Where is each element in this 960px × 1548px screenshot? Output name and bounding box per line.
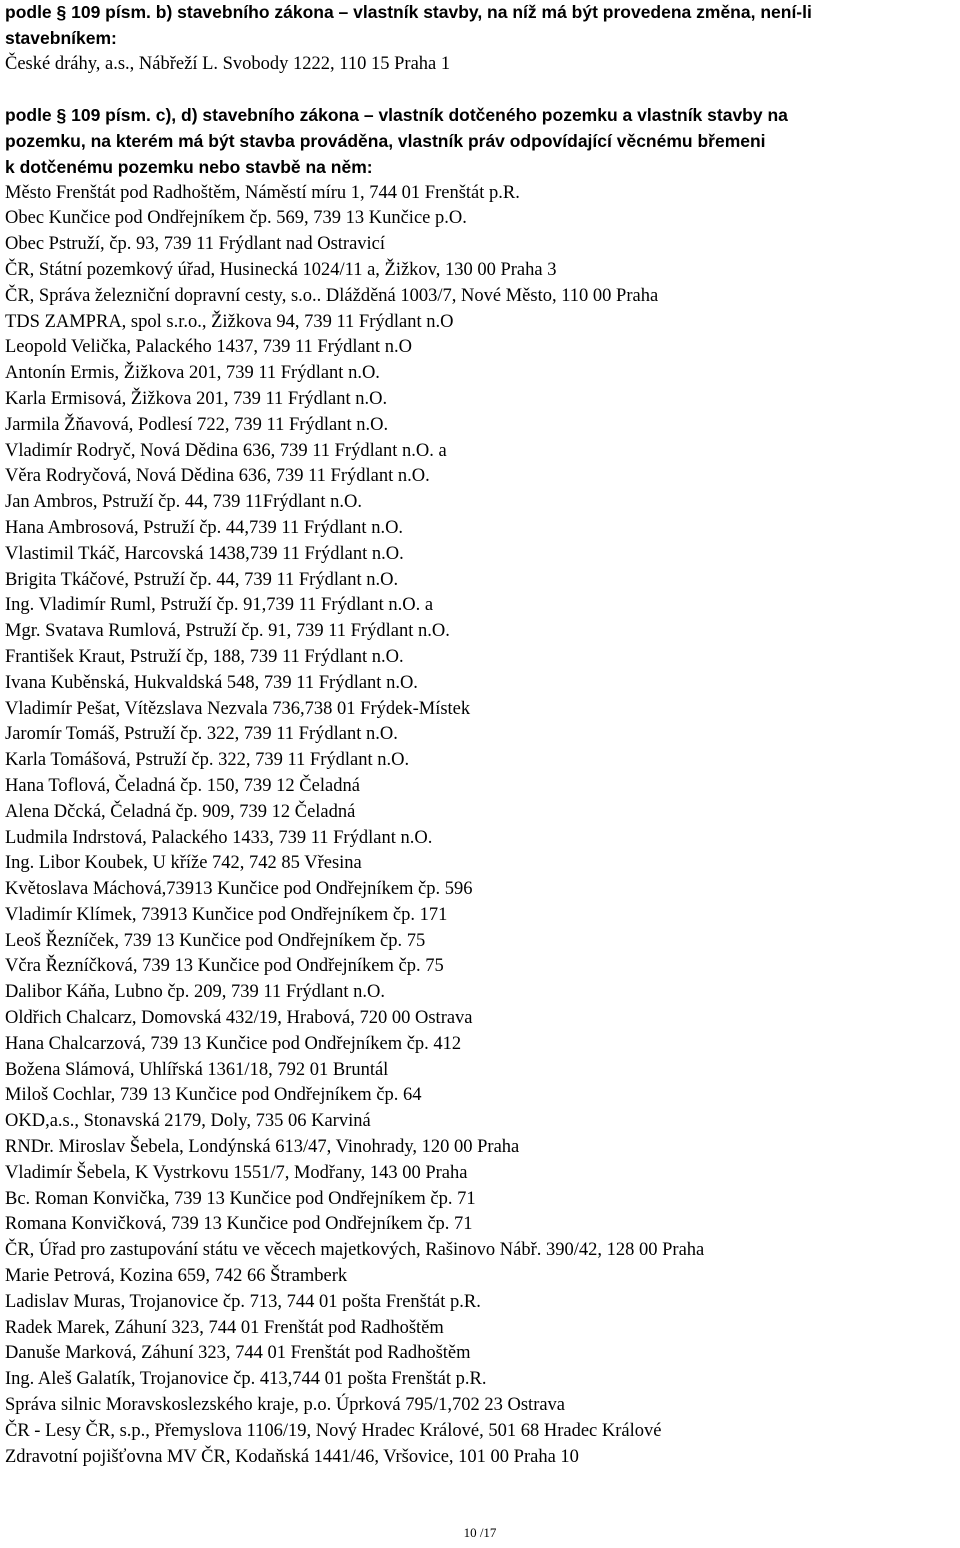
recipient-line: Hana Chalcarzová, 739 13 Kunčice pod Ondřejníkem čp. 412 [5,1033,462,1054]
recipient-line: Karla Ermisová, Žižkova 201, 739 11 Frýdlant n.O. [5,388,388,409]
recipient-line: Vladimír Šebela, K Vystrkovu 1551/7, Modřany, 143 00 Praha [5,1162,468,1183]
recipient-line: TDS ZAMPRA, spol s.r.o., Žižkova 94, 739 11 Frýdlant n.O [5,311,454,332]
recipient-line: Květoslava Máchová,73913 Kunčice pod Ondřejníkem čp. 596 [5,879,473,900]
section-heading-line: podle § 109 písm. b) stavebního zákona – vlastník stavby, na níž má být provedena změna, není-li [5,2,812,22]
recipient-line: Vladimír Pešat, Vítězslava Nezvala 736,738 01 Frýdek-Místek [5,698,471,719]
recipient-line: Hana Ambrosová, Pstruží čp. 44,739 11 Frýdlant n.O. [5,517,404,538]
recipient-line: Zdravotní pojišťovna MV ČR, Kodaňská 1441/46, Vršovice, 101 00 Praha 10 [5,1446,579,1467]
recipient-line: České dráhy, a.s., Nábřeží L. Svobody 1222, 110 15 Praha 1 [5,53,451,74]
recipient-line: Miloš Cochlar, 739 13 Kunčice pod Ondřejníkem čp. 64 [5,1085,422,1106]
recipient-line: Hana Toflová, Čeladná čp. 150, 739 12 Čeladná [5,775,360,796]
recipient-line: ČR - Lesy ČR, s.p., Přemyslova 1106/19, Nový Hradec Králové, 501 68 Hradec Králové [5,1420,662,1441]
recipient-line: Dalibor Káňa, Lubno čp. 209, 739 11 Frýdlant n.O. [5,982,386,1003]
recipient-line: Antonín Ermis, Žižkova 201, 739 11 Frýdlant n.O. [5,363,380,384]
recipient-line: František Kraut, Pstruží čp, 188, 739 11 Frýdlant n.O. [5,646,404,667]
page-number: 10 /17 [463,1525,497,1540]
recipient-line: Ing. Libor Koubek, U kříže 742, 742 85 Vřesina [5,853,362,874]
section-heading-line: pozemku, na kterém má být stavba prováděna, vlastník práv odpovídající věcnému břemeni [5,130,766,151]
recipient-line: Obec Kunčice pod Ondřejníkem čp. 569, 739 13 Kunčice p.O. [5,208,467,229]
recipient-line: Ludmila Indrstová, Palackého 1433, 739 11 Frýdlant n.O. [5,827,433,848]
recipient-line: Včra Řezníčková, 739 13 Kunčice pod Ondřejníkem čp. 75 [5,956,444,977]
section-heading-line: k dotčenému pozemku nebo stavbě na něm: [5,156,373,177]
recipient-line: Marie Petrová, Kozina 659, 742 66 Štramberk [5,1266,348,1287]
recipient-line: ČR, Úřad pro zastupování státu ve věcech majetkových, Rašinovo Nábř. 390/42, 128 00 Praha [5,1240,705,1261]
recipient-line: Ing. Aleš Galatík, Trojanovice čp. 413,744 01 pošta Frenštát p.R. [5,1369,487,1390]
recipient-line: ČR, Státní pozemkový úřad, Husinecká 1024/11 a, Žižkov, 130 00 Praha 3 [5,259,557,280]
document-page [5,0,955,1470]
recipient-line: RNDr. Miroslav Šebela, Londýnská 613/47, Vinohrady, 120 00 Praha [5,1137,520,1158]
recipient-line: Vladimír Klímek, 73913 Kunčice pod Ondřejníkem čp. 171 [5,904,448,925]
recipient-line: ČR, Správa železniční dopravní cesty, s.o.. Dlážděná 1003/7, Nové Město, 110 00 Praha [5,285,659,306]
recipient-line: Vladimír Rodryč, Nová Dědina 636, 739 11 Frýdlant n.O. a [5,440,447,461]
recipient-line: Alena Dčcká, Čeladná čp. 909, 739 12 Čeladná [5,801,356,822]
recipient-line: Leopold Velička, Palackého 1437, 739 11 Frýdlant n.O [5,337,412,358]
recipient-line: Karla Tomášová, Pstruží čp. 322, 739 11 Frýdlant n.O. [5,750,410,771]
recipient-line: OKD,a.s., Stonavská 2179, Doly, 735 06 Karviná [5,1111,371,1132]
recipient-line: Jan Ambros, Pstruží čp. 44, 739 11Frýdlant n.O. [5,492,362,513]
blank-line [5,77,955,103]
recipient-line: Věra Rodryčová, Nová Dědina 636, 739 11 Frýdlant n.O. [5,466,430,487]
section-c [5,103,955,1470]
recipient-line: Božena Slámová, Uhlířská 1361/18, 792 01 Bruntál [5,1059,389,1080]
recipient-line: Obec Pstruží, čp. 93, 739 11 Frýdlant nad Ostravicí [5,234,386,255]
section-heading-line: podle § 109 písm. c), d) stavebního zákona – vlastník dotčeného pozemku a vlastník stavby na [5,105,788,126]
recipient-line: Oldřich Chalcarz, Domovská 432/19, Hrabová, 720 00 Ostrava [5,1008,473,1029]
recipient-line: Mgr. Svatava Rumlová, Pstruží čp. 91, 739 11 Frýdlant n.O. [5,621,450,642]
recipient-line: Romana Konvičková, 739 13 Kunčice pod Ondřejníkem čp. 71 [5,1214,473,1235]
recipient-line: Správa silnic Moravskoslezského kraje, p.o. Úprková 795/1,702 23 Ostrava [5,1395,566,1416]
recipient-line: Brigita Tkáčové, Pstruží čp. 44, 739 11 Frýdlant n.O. [5,569,399,590]
recipient-line: Danuše Marková, Záhuní 323, 744 01 Frenštát pod Radhoštěm [5,1343,471,1364]
recipient-line: Leoš Řezníček, 739 13 Kunčice pod Ondřejníkem čp. 75 [5,930,426,951]
recipient-line: Radek Marek, Záhuní 323, 744 01 Frenštát pod Radhoštěm [5,1317,444,1338]
recipient-line: Ing. Vladimír Ruml, Pstruží čp. 91,739 11 Frýdlant n.O. a [5,595,434,616]
recipient-line: Město Frenštát pod Radhoštěm, Náměstí míru 1, 744 01 Frenštát p.R. [5,182,520,203]
section-heading-line: stavebníkem: [5,27,117,48]
recipient-line: Vlastimil Tkáč, Harcovská 1438,739 11 Frýdlant n.O. [5,543,404,564]
section-b [5,0,955,77]
recipient-line: Ladislav Muras, Trojanovice čp. 713, 744 01 pošta Frenštát p.R. [5,1291,481,1312]
recipient-line: Ivana Kuběnská, Hukvaldská 548, 739 11 Frýdlant n.O. [5,672,418,693]
recipient-line: Jarmila Žňavová, Podlesí 722, 739 11 Frýdlant n.O. [5,414,389,435]
recipient-line: Jaromír Tomáš, Pstruží čp. 322, 739 11 Frýdlant n.O. [5,724,398,745]
recipient-line: Bc. Roman Konvička, 739 13 Kunčice pod Ondřejníkem čp. 71 [5,1188,476,1209]
